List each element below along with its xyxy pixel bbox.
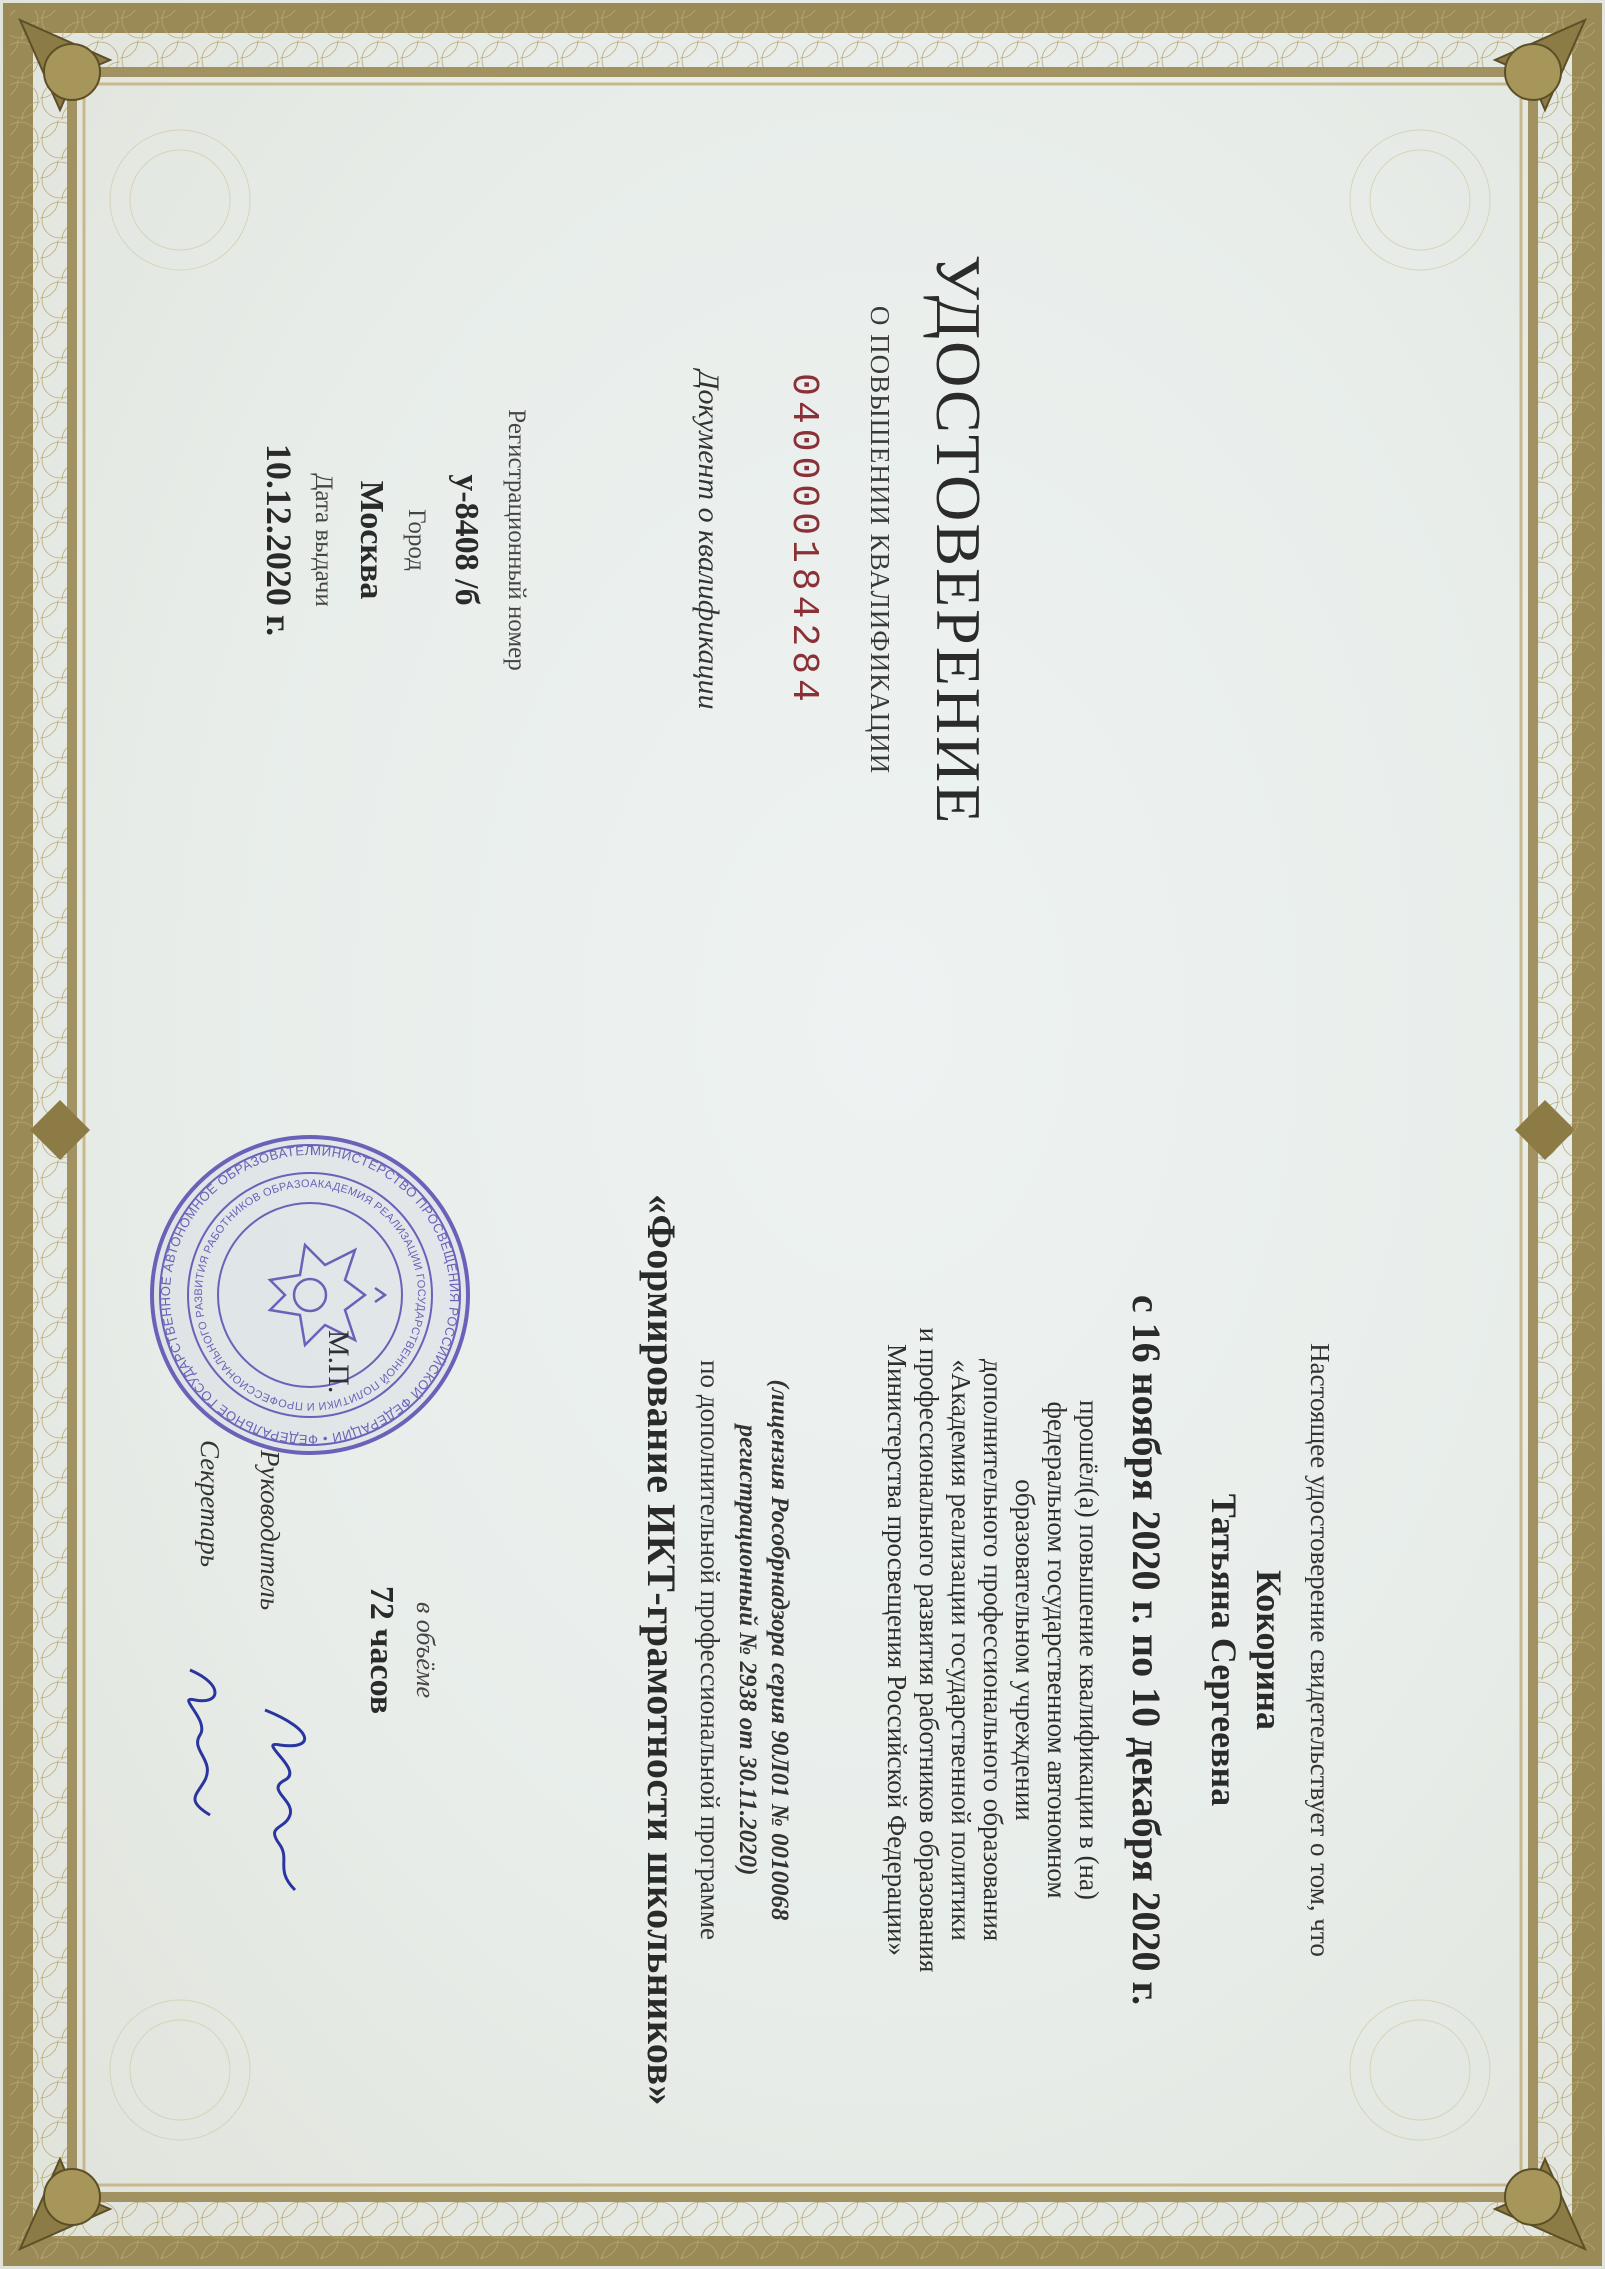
issue-date-label: Дата выдачи — [310, 473, 337, 607]
institution-line: образовательном учреждении — [1010, 1479, 1040, 1821]
holder-given-names: Татьяна Сергеевна — [1204, 1493, 1244, 1807]
holder-surname: Кокорина — [1249, 1569, 1289, 1731]
registration-number: у-8408 /б — [448, 474, 485, 606]
institution-line: дополнительного профессионального образования — [978, 1358, 1008, 1942]
intro-text: Настоящее удостоверение свидетельствует о том, что — [1305, 1343, 1335, 1957]
institution-line: «Академия реализации государственной политики — [946, 1359, 976, 1941]
seal-place-mark: М.П. — [322, 1330, 355, 1394]
seal-outer-text: МИНИСТЕРСТВО ПРОСВЕЩЕНИЯ РОССИЙСКОЙ ФЕДЕРАЦИИ • ФЕДЕРАЛЬНОЕ ГОСУДАРСТВЕННОЕ АВТОНОМНОЕ ОБРАЗОВАТЕЛ — [157, 1142, 463, 1448]
institution-line: прошёл(а) повышение квалификации в (на) — [1074, 1400, 1104, 1900]
institution-line: Министерства просвещения Российской Федерации» — [882, 1344, 912, 1956]
license-line: регистрационный № 2938 от 30.11.2020) — [734, 1424, 761, 1876]
issue-date: 10.12.2020 г. — [259, 443, 299, 637]
institution-block — [881, 1140, 1105, 2160]
registration-label: Регистрационный номер — [503, 409, 530, 671]
seal-inner-text: АКАДЕМИЯ РЕАЛИЗАЦИИ ГОСУДАРСТВЕННОЙ ПОЛИТИКИ И ПРОФЕССИОНАЛЬНОГО РАЗВИТИЯ РАБОТНИКОВ ОБРАЗО — [192, 1177, 428, 1413]
document-title: УДОСТОВЕРЕНИЕ — [923, 254, 994, 826]
program-intro: по дополнительной профессиональной программе — [695, 1360, 725, 1940]
secretary-signature — [165, 1660, 245, 1820]
seal-graphic — [145, 1130, 475, 1460]
license-block — [731, 1140, 795, 2160]
city-value: Москва — [353, 480, 390, 600]
secretary-label: Секретарь — [195, 1440, 225, 1568]
official-seal — [145, 1130, 475, 1460]
training-period: с 16 ноября 2020 г. по 10 декабря 2020 г. — [1124, 1294, 1169, 2006]
document-type: Документ о квалификации — [692, 370, 725, 710]
institution-line: и профессионального развития работников образования — [914, 1327, 944, 1973]
head-signature — [245, 1700, 325, 1900]
city-label: Город — [403, 509, 430, 571]
head-label: Руководитель — [255, 1450, 285, 1611]
serial-number: 040000184284 — [782, 373, 825, 707]
hours-value: 72 часов — [363, 1585, 400, 1715]
license-line: (лицензия Рособрнадзора серия 90Л01 № 0010068 — [766, 1379, 793, 1921]
left-panel — [0, 220, 1605, 860]
program-title: «Формирование ИКТ-грамотности школьников» — [639, 1194, 684, 2106]
institution-line: федеральном государственном автономном — [1042, 1401, 1072, 1899]
volume-label: в объёме — [411, 1601, 440, 1699]
document-subtitle: О ПОВЫШЕНИИ КВАЛИФИКАЦИИ — [865, 305, 895, 775]
